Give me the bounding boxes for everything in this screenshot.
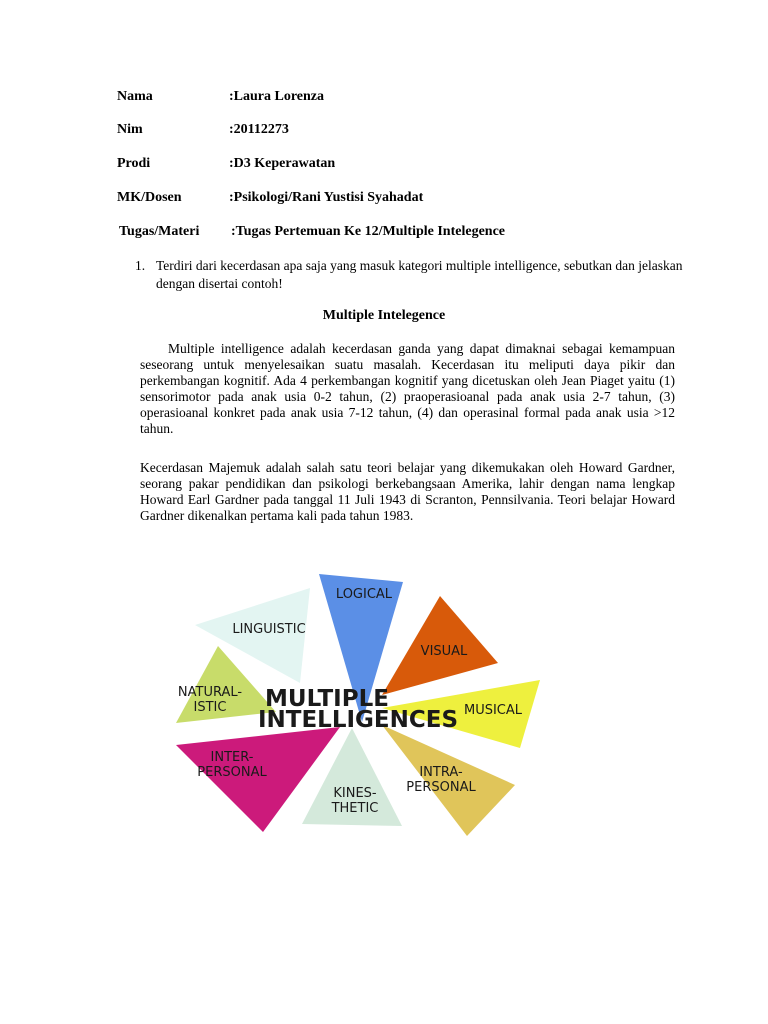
- segment-logical-label: LOGICAL: [335, 587, 393, 602]
- paragraph-gardner: Kecerdasan Majemuk adalah salah satu teori belajar yang dikemukakan oleh Howard Gardner, seorang pakar pendidikan dan psikologi berkebangsaan Amerika, lahir dengan nama lengkap Howard Earl Gardner pada tanggal 11 Juli 1943 di Scranton, Pennsilvania. Teori belajar Howard Gardner dikenalkan pertama kali pada tahun 1983.: [140, 460, 675, 523]
- field-label-prodi: Prodi: [117, 156, 151, 171]
- field-value-tugas-materi: :Tugas Pertemuan Ke 12/Multiple Intelegence: [231, 224, 506, 239]
- field-value-prodi: :D3 Keperawatan: [229, 156, 336, 171]
- paragraph-definition: Multiple intelligence adalah kecerdasan ganda yang dapat dimaknai sebagai kemampuan seseorang untuk menyelesaikan suatu masalah. Kecerdasan itu meliputi daya pikir dan perkembangan kognitif. Ada 4 perkembangan kognitif yang dicetuskan oleh Jean Piaget yaitu (1) sensorimotor pada anak usia 0-2 tahun, (2) praoperasioanal pada anak usia 2-7 tahun, (3) operasioanal konkret pada anak usia 7-12 tahun, (4) dan operasinal formal pada anak usia >12 tahun.: [140, 341, 675, 436]
- field-label-tugas-materi: Tugas/Materi: [119, 224, 200, 239]
- section-heading: Multiple Intelegence: [322, 308, 446, 323]
- segment-linguistic-label: LINGUISTIC: [232, 622, 306, 637]
- field-value-nim: :20112273: [229, 122, 289, 137]
- segment-musical-label: MUSICAL: [463, 703, 523, 718]
- segment-intra-personal-label: INTRA-PERSONAL: [406, 765, 476, 795]
- field-value-nama: :Laura Lorenza: [229, 89, 325, 104]
- segment-kinesthetic-label: KINES-THETIC: [331, 786, 379, 816]
- segment-naturalistic-label: NATURAL-ISTIC: [177, 685, 243, 715]
- question-number: 1.: [135, 258, 146, 273]
- segment-inter-personal-label: INTER-PERSONAL: [197, 750, 267, 780]
- field-label-nim: Nim: [117, 122, 143, 137]
- field-value-mk-dosen: :Psikologi/Rani Yustisi Syahadat: [229, 190, 424, 205]
- field-label-nama: Nama: [117, 89, 153, 104]
- question-text: Terdiri dari kecerdasan apa saja yang masuk kategori multiple intelligence, sebutkan dan jelaskan dengan disertai contoh!: [156, 258, 683, 291]
- center-title-line1: MULTIPLE: [265, 686, 389, 712]
- center-title-line2: INTELLIGENCES: [257, 707, 459, 733]
- diagram-center-title: [258, 686, 458, 733]
- segment-visual-label: VISUAL: [420, 644, 468, 659]
- field-label-mk-dosen: MK/Dosen: [117, 190, 182, 205]
